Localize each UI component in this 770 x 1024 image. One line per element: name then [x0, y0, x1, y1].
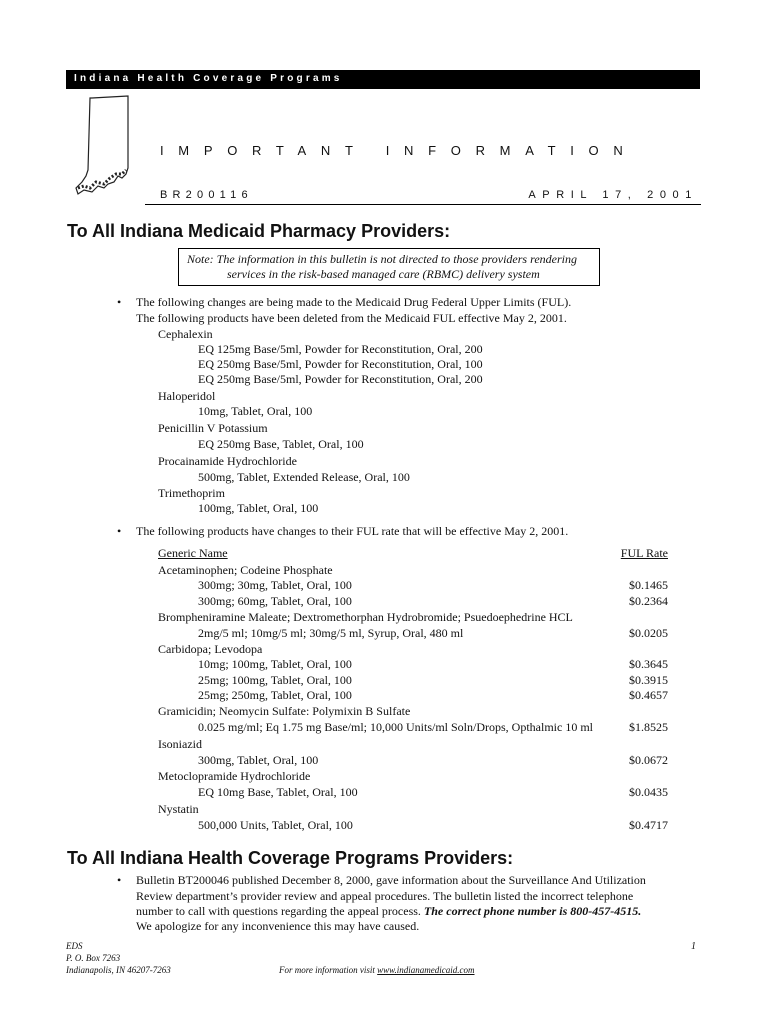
header-divider [145, 204, 701, 205]
change-rate: $0.0435 [629, 785, 668, 799]
bullet2-text: The following products have changes to their FUL rate that will be effective May 2, 2001. [136, 524, 569, 538]
deleted-drug: Haloperidol [158, 389, 216, 403]
change-rate: $0.4657 [629, 688, 668, 702]
change-rate: $0.4717 [629, 818, 668, 832]
col-generic-name: Generic Name [158, 546, 228, 560]
change-form: 300mg, Tablet, Oral, 100 [198, 753, 319, 767]
note-line-1: Note: The information in this bulletin is not directed to those providers rendering [187, 252, 577, 266]
section2-line1: Bulletin BT200046 published December 8, 2000, gave information about the Surveillance And Utilization [136, 873, 646, 887]
bullet1-line2: The following products have been deleted from the Medicaid FUL effective May 2, 2001. [136, 311, 567, 325]
change-drug: Acetaminophen; Codeine Phosphate [158, 563, 333, 577]
deleted-drug: Procainamide Hydrochloride [158, 454, 297, 468]
section2-line2: Review department’s provider review and appeal procedures. The bulletin listed the incorrect telephone [136, 889, 634, 903]
change-form: 500,000 Units, Tablet, Oral, 100 [198, 818, 353, 832]
org-name: Indiana Health Coverage Programs [74, 73, 343, 84]
change-form: 0.025 mg/ml; Eq 1.75 mg Base/ml; 10,000 Units/ml Soln/Drops, Opthalmic 10 ml [198, 720, 593, 734]
change-form: EQ 10mg Base, Tablet, Oral, 100 [198, 785, 358, 799]
section1-heading: To All Indiana Medicaid Pharmacy Providers: [67, 221, 451, 241]
deleted-form: EQ 250mg Base, Tablet, Oral, 100 [198, 437, 364, 451]
deleted-form: EQ 250mg Base/5ml, Powder for Reconstitution, Oral, 200 [198, 372, 483, 386]
footer-city: Indianapolis, IN 46207-7263 [66, 965, 171, 975]
bulletin-date: APRIL 17, 2001 [528, 189, 698, 201]
footer-po-box: P. O. Box 7263 [66, 953, 121, 963]
deleted-form: 10mg, Tablet, Oral, 100 [198, 404, 313, 418]
change-rate: $1.8525 [629, 720, 668, 734]
change-form: 2mg/5 ml; 10mg/5 ml; 30mg/5 ml, Syrup, Oral, 480 ml [198, 626, 464, 640]
bulletin-number: BR200116 [160, 189, 253, 201]
change-form: 300mg; 30mg, Tablet, Oral, 100 [198, 578, 352, 592]
note-line-2: services in the risk-based managed care (RBMC) delivery system [227, 267, 540, 281]
change-rate: $0.0205 [629, 626, 668, 640]
bullet-icon: • [117, 524, 122, 538]
line3-end: . [638, 904, 642, 918]
section2-line4: We apologize for any inconvenience this may have caused. [136, 919, 420, 933]
change-drug: Carbidopa; Levodopa [158, 642, 263, 656]
line3-plain: number to call with questions regarding the appeal process. [136, 904, 424, 918]
deleted-drug: Cephalexin [158, 327, 213, 341]
footer-more-info [279, 965, 475, 976]
change-form: 300mg; 60mg, Tablet, Oral, 100 [198, 594, 352, 608]
change-rate: $0.0672 [629, 753, 668, 767]
page-number: 1 [691, 941, 696, 952]
change-drug: Metoclopramide Hydrochloride [158, 769, 311, 783]
change-form: 25mg; 100mg, Tablet, Oral, 100 [198, 673, 352, 687]
change-drug: Gramicidin; Neomycin Sulfate: Polymixin B Sulfate [158, 704, 411, 718]
website-link[interactable]: www.indianamedicaid.com [377, 965, 475, 975]
change-drug: Isoniazid [158, 737, 202, 751]
indiana-map-icon [70, 90, 140, 200]
deleted-form: 100mg, Tablet, Oral, 100 [198, 501, 319, 515]
change-rate: $0.1465 [629, 578, 668, 592]
rbmc-note-box [178, 248, 600, 286]
change-rate: $0.2364 [629, 594, 668, 608]
deleted-form: EQ 250mg Base/5ml, Powder for Reconstitution, Oral, 100 [198, 357, 483, 371]
deleted-form: 500mg, Tablet, Extended Release, Oral, 100 [198, 470, 410, 484]
change-drug: Brompheniramine Maleate; Dextromethorphan Hydrobromide; Psuedoephedrine HCL [158, 610, 573, 624]
bullet1-line1: The following changes are being made to the Medicaid Drug Federal Upper Limits (FUL). [136, 295, 572, 309]
col-ful-rate: FUL Rate [620, 546, 668, 560]
more-info-text: For more information visit [279, 965, 378, 975]
deleted-drug: Trimethoprim [158, 486, 225, 500]
bullet-icon: • [117, 295, 122, 309]
section2-line3 [136, 904, 641, 918]
correct-phone-number: The correct phone number is 800-457-4515 [423, 904, 639, 918]
change-rate: $0.3915 [629, 673, 668, 687]
bullet-icon: • [117, 873, 122, 887]
deleted-form: EQ 125mg Base/5ml, Powder for Reconstitution, Oral, 200 [198, 342, 483, 356]
deleted-drug: Penicillin V Potassium [158, 421, 268, 435]
change-form: 25mg; 250mg, Tablet, Oral, 100 [198, 688, 352, 702]
header-bar [66, 70, 700, 89]
section2-heading: To All Indiana Health Coverage Programs Providers: [67, 848, 514, 868]
footer-org: EDS [66, 941, 83, 951]
change-rate: $0.3645 [629, 657, 668, 671]
banner-important-information: IMPORTANT INFORMATION [160, 143, 638, 158]
change-form: 10mg; 100mg, Tablet, Oral, 100 [198, 657, 352, 671]
change-drug: Nystatin [158, 802, 199, 816]
